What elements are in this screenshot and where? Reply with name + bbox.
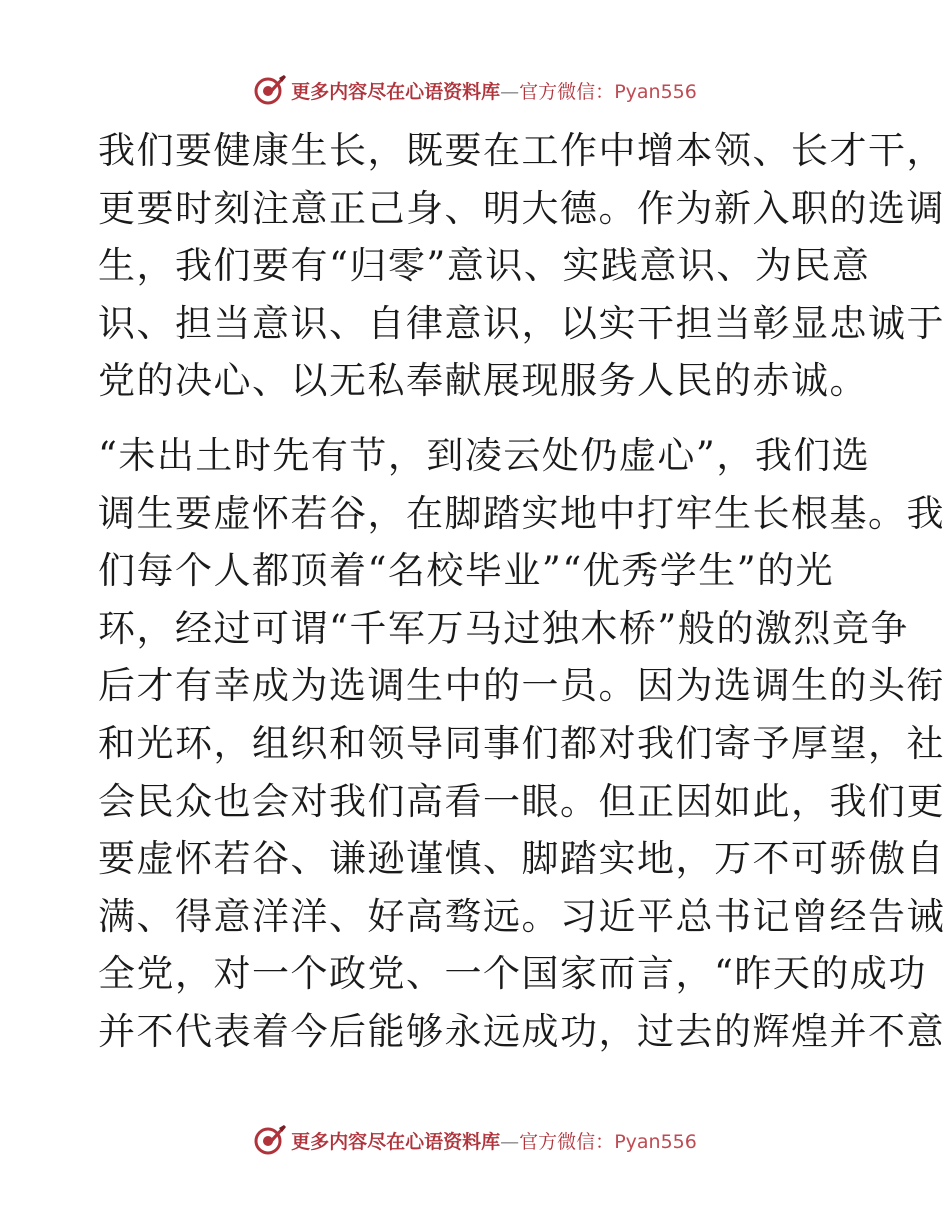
footer-brand: 更多内容尽在心语资料库: [291, 1130, 501, 1153]
text-line-6: “未出土时先有节，到凌云处仍虚心”，我们选: [98, 433, 871, 477]
footer-banner: [0, 1120, 950, 1160]
text-line-11: 和光环，组织和领导同事们都对我们寄予厚望，社: [98, 721, 945, 765]
text-line-5: 党的决心、以无私奉献展现服务人民的赤诚。: [98, 359, 868, 403]
header-dash: —: [500, 80, 520, 103]
text-line-16: 并不代表着今后能够永远成功，过去的辉煌并不意: [98, 1009, 945, 1053]
header-banner: [0, 70, 950, 110]
text-line-4: 识、担当意识、自律意识，以实干担当彰显忠诚于: [98, 301, 945, 345]
text-line-10: 后才有幸成为选调生中的一员。因为选调生的头衔: [98, 664, 945, 708]
footer-wechat-id: Pyan556: [614, 1130, 697, 1153]
header-wechat-label: 官方微信：: [519, 80, 615, 103]
quill-pen-seal-icon: [253, 1123, 287, 1157]
text-line-15: 全党，对一个政党、一个国家而言，“昨天的成功: [98, 952, 927, 996]
footer-dash: —: [500, 1130, 520, 1153]
text-line-13: 要虚怀若谷、谦逊谨慎、脚踏实地，万不可骄傲自: [98, 837, 945, 881]
footer-banner-text: [291, 1127, 697, 1154]
text-line-12: 会民众也会对我们高看一眼。但正因如此，我们更: [98, 779, 945, 823]
text-line-3: 生，我们要有“归零”意识、实践意识、为民意: [98, 244, 871, 288]
footer-wechat-label: 官方微信：: [519, 1130, 615, 1153]
text-line-1: 我们要健康生长，既要在工作中增本领、长才干，: [98, 129, 945, 172]
document-body: [98, 122, 945, 1061]
text-line-9: 环，经过可谓“千军万马过独木桥”般的激烈竞争: [98, 606, 909, 650]
text-line-14: 满、得意洋洋、好高骛远。习近平总书记曾经告诫: [98, 894, 945, 938]
quill-pen-seal-icon: [253, 73, 287, 107]
header-wechat-id: Pyan556: [614, 80, 697, 103]
text-line-8: 们每个人都顶着“名校毕业”“优秀学生”的光: [98, 549, 835, 593]
header-banner-text: [291, 77, 697, 104]
text-line-7: 调生要虚怀若谷，在脚踏实地中打牢生长根基。我: [98, 491, 945, 535]
text-line-2: 更要时刻注意正己身、明大德。作为新入职的选调: [98, 186, 945, 230]
header-brand: 更多内容尽在心语资料库: [291, 80, 501, 103]
